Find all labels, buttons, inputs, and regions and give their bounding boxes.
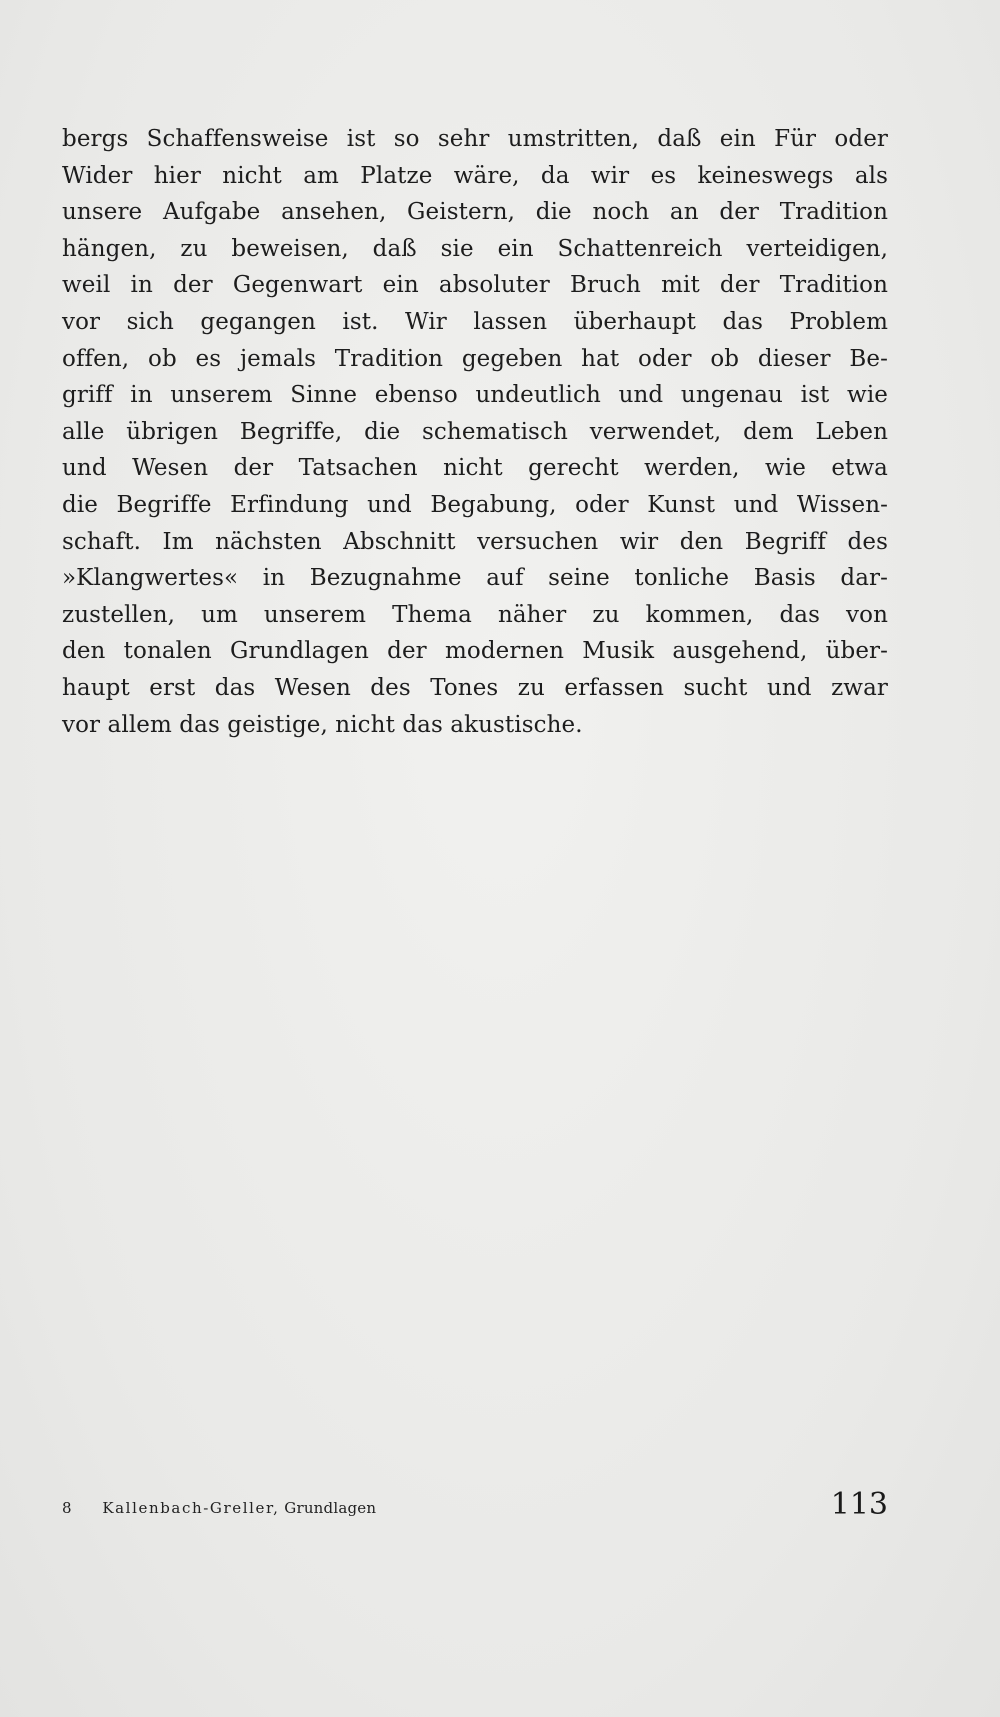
- text-line: vor sich gegangen ist. Wir lassen überhaupt das Problem: [62, 308, 888, 335]
- signature-author: Kallenbach-Greller,: [102, 1499, 280, 1517]
- text-line: den tonalen Grundlagen der modernen Musik ausgehend, über-: [62, 638, 888, 665]
- printer-signature: [62, 1499, 376, 1517]
- text-line: »Klangwertes« in Bezugnahme auf seine tonliche Basis dar-: [62, 565, 888, 592]
- text-line: unsere Aufgabe ansehen, Geistern, die noch an der Tradition: [62, 199, 888, 226]
- text-line: hängen, zu beweisen, daß sie ein Schattenreich verteidigen,: [62, 235, 888, 262]
- text-line: bergs Schaffensweise ist so sehr umstritten, daß ein Für oder: [62, 126, 888, 152]
- text-line: Wider hier nicht am Platze wäre, da wir es keineswegs als: [62, 162, 888, 189]
- body-text: [62, 121, 888, 743]
- page-footer: [62, 1487, 888, 1527]
- text-line: zustellen, um unserem Thema näher zu kommen, das von: [62, 601, 888, 628]
- text-line: weil in der Gegenwart ein absoluter Bruch mit der Tradition: [62, 272, 888, 299]
- text-line: schaft. Im nächsten Abschnitt versuchen wir den Begriff des: [62, 528, 888, 555]
- text-line: griff in unserem Sinne ebenso undeutlich und ungenau ist wie: [62, 382, 888, 409]
- signature-number: 8: [62, 1499, 72, 1517]
- text-line: vor allem das geistige, nicht das akustische.: [62, 711, 583, 738]
- text-line: haupt erst das Wesen des Tones zu erfassen sucht und zwar: [62, 674, 888, 701]
- text-line: alle übrigen Begriffe, die schematisch verwendet, dem Leben: [62, 418, 888, 445]
- signature-title: Grundlagen: [284, 1499, 377, 1517]
- text-line: die Begriffe Erfindung und Begabung, oder Kunst und Wissen-: [62, 491, 888, 518]
- text-line: und Wesen der Tatsachen nicht gerecht werden, wie etwa: [62, 455, 888, 482]
- page-number: 113: [830, 1487, 888, 1522]
- text-line: offen, ob es jemals Tradition gegeben hat oder ob dieser Be-: [62, 345, 888, 372]
